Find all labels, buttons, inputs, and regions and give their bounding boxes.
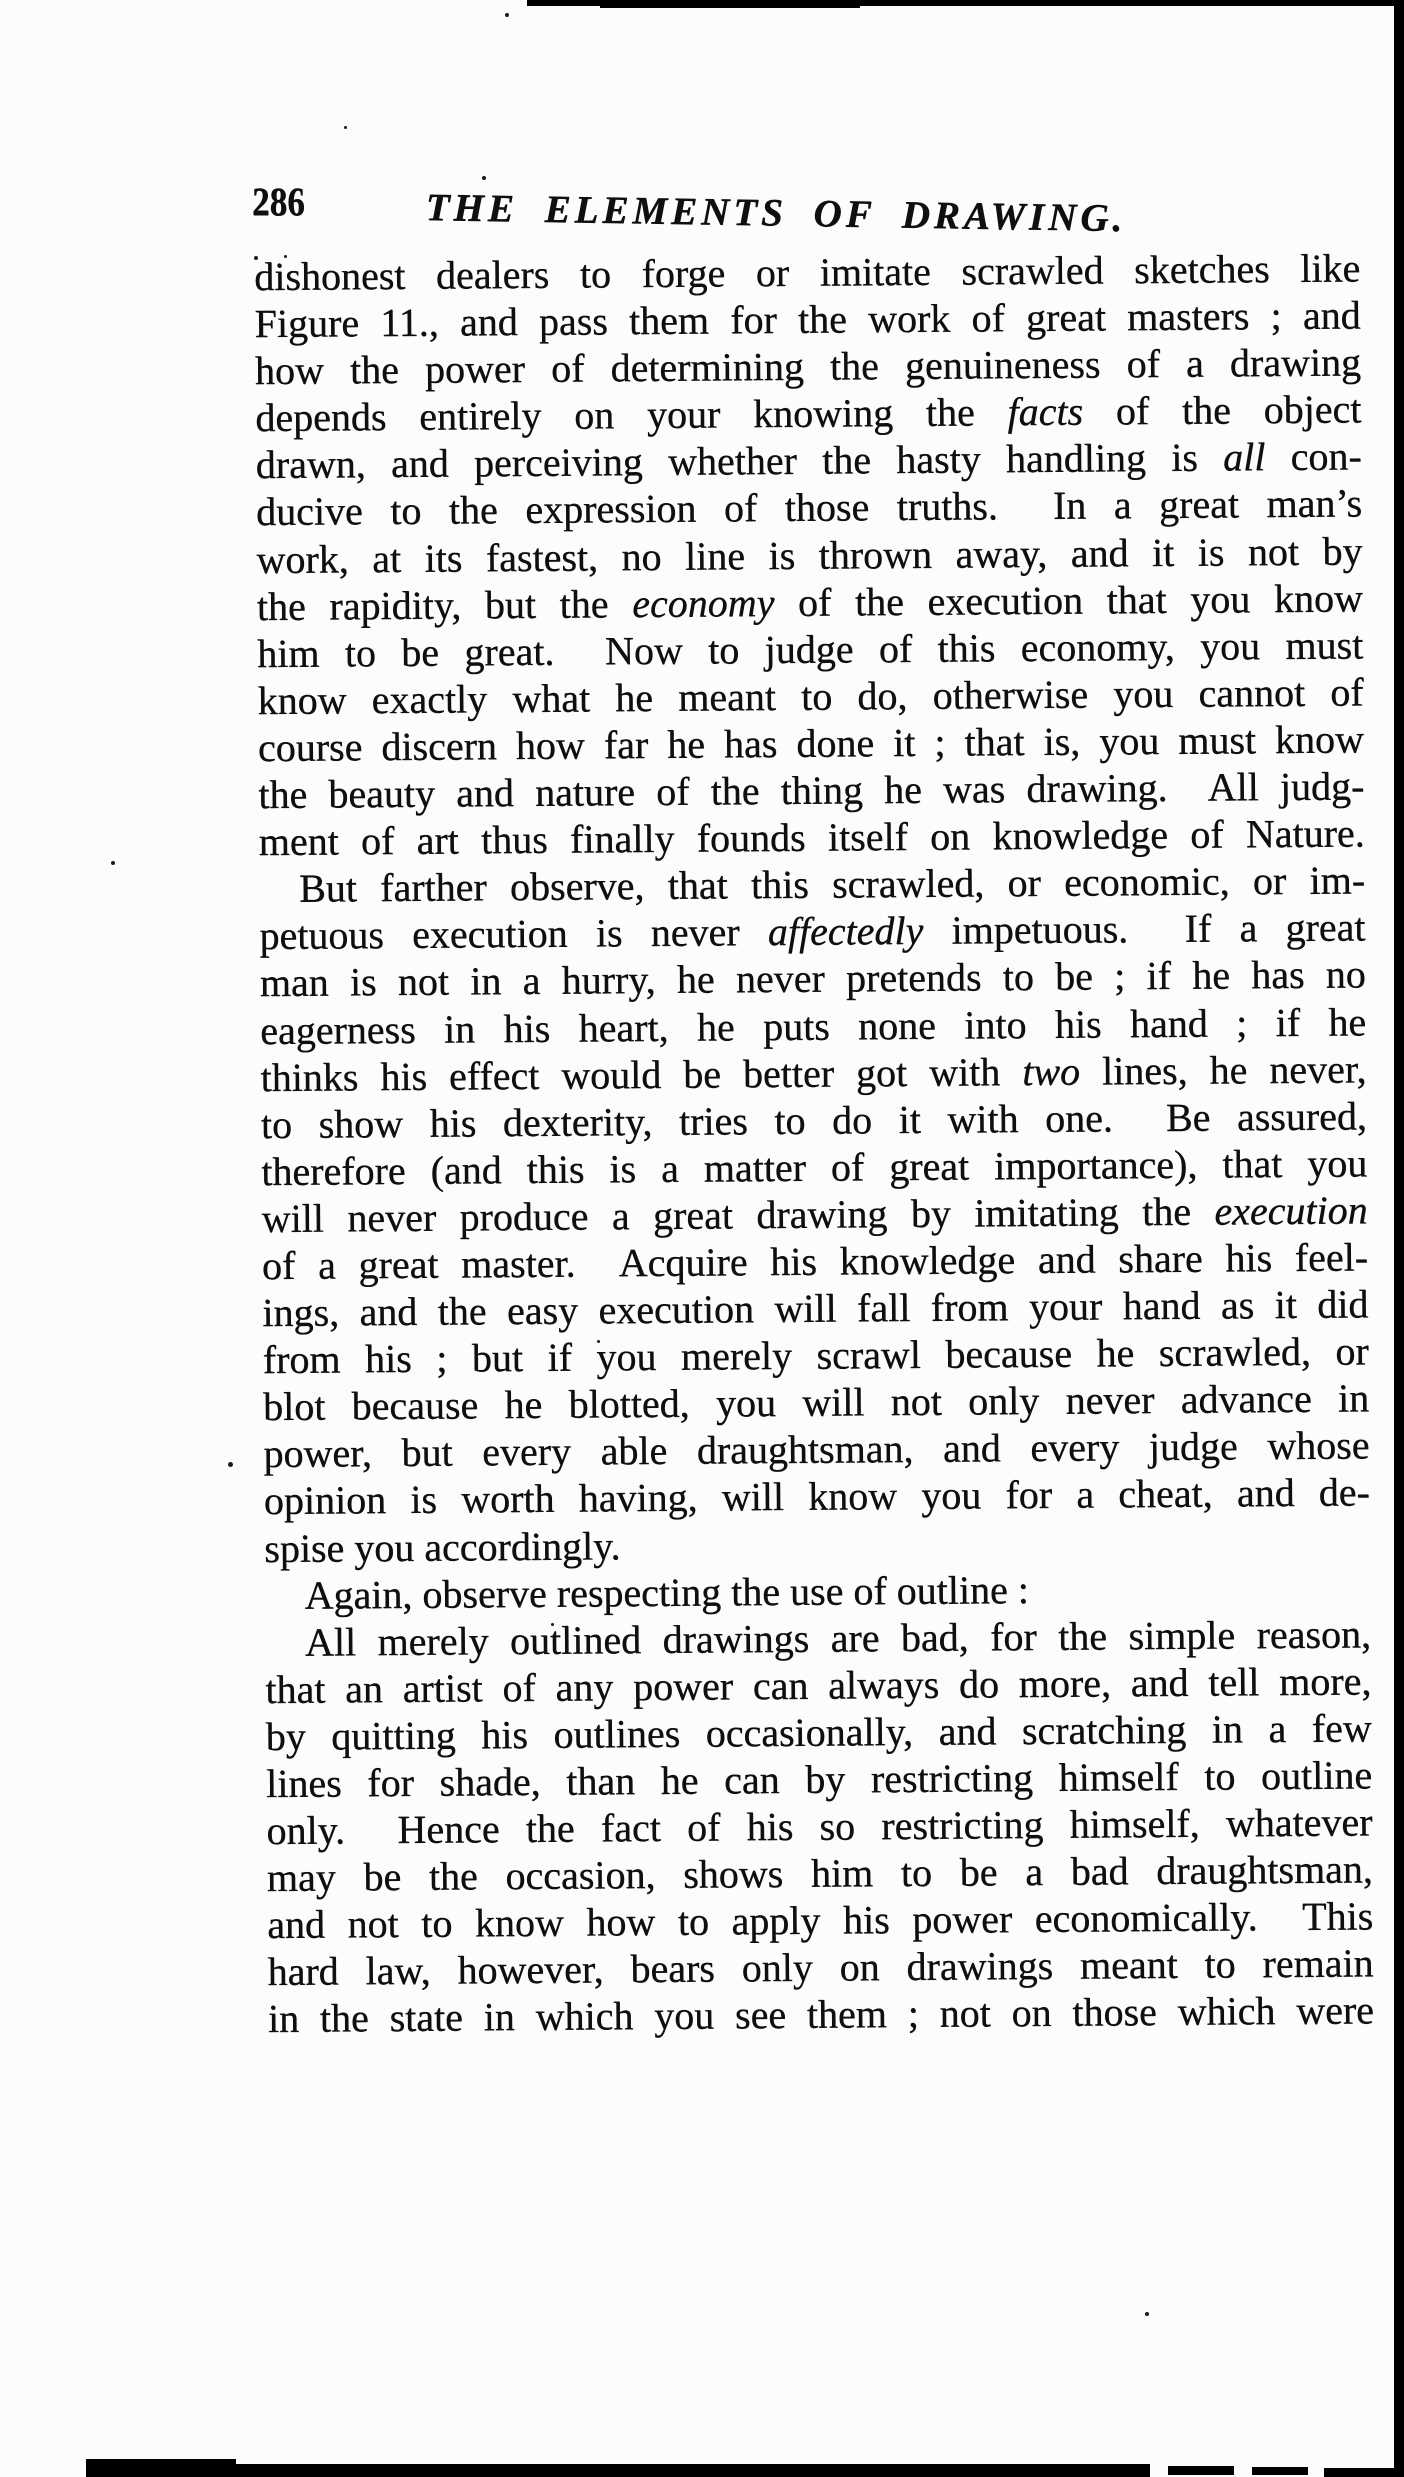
scan-edge-bottom xyxy=(86,2464,1150,2477)
text-line: man is not in a hurry, he never pretends to be ; if he has no xyxy=(259,951,1366,1006)
text-line: may be the occasion, shows him to be a bad draughtsman, xyxy=(266,1846,1373,1901)
text-line: and not to know how to apply his power economically. This xyxy=(266,1893,1374,1948)
scan-speck xyxy=(482,176,486,180)
text-line: eagerness in his heart, he puts none into his hand ; if he xyxy=(259,998,1367,1053)
text-line: lines for shade, than he can by restricting himself to outline xyxy=(265,1752,1373,1806)
text-line: the beauty and nature of the thing he was drawing. All judg- xyxy=(258,763,1365,818)
text-line: him to be great. Now to judge of this economy, you must xyxy=(256,622,1364,676)
text-line: thinks his effect would be better got with two lines, he never, xyxy=(260,1045,1367,1100)
text-line: to show his dexterity, tries to do it with one. Be assured, xyxy=(260,1092,1367,1147)
scan-edge-right xyxy=(1394,0,1404,2477)
scan-speck xyxy=(228,1462,233,1467)
text-line: ings, and the easy execution will fall from your hand as it did xyxy=(262,1281,1369,1336)
text-line: spise you accordingly. xyxy=(263,1522,621,1571)
scan-speck xyxy=(111,861,115,865)
text-line: But farther observe, that this scrawled, or economic, or im- xyxy=(298,857,1366,911)
text-line: only. Hence the fact of his so restricting himself, whatever xyxy=(266,1799,1373,1854)
text-line: opinion is worth having, will know you for a cheat, and de- xyxy=(263,1469,1370,1524)
text-line: of a great master. Acquire his knowledge and share his feel- xyxy=(261,1234,1369,1288)
page-number: 286 xyxy=(252,179,305,224)
scan-speck xyxy=(344,126,347,129)
text-line: in the state in which you see them ; not on those which were xyxy=(267,1987,1375,2042)
text-line: power, but every able draughtsman, and every judge whose xyxy=(263,1422,1370,1477)
scan-edge-top-blur xyxy=(600,6,860,8)
text-line: Figure 11., and pass them for the work of great masters ; and xyxy=(254,292,1361,347)
scan-edge-bottom-dash xyxy=(1252,2467,1308,2475)
text-line: ment of art thus finally founds itself on knowledge of Nature. xyxy=(258,810,1365,865)
text-line: drawn, and perceiving whether the hasty handling is all con- xyxy=(255,433,1362,488)
scan-speck xyxy=(505,13,509,17)
text-line: by quitting his outlines occasionally, and scratching in a few xyxy=(265,1705,1372,1759)
text-line: work, at its fastest, no line is thrown away, and it is not by xyxy=(256,527,1363,582)
text-line: know exactly what he meant to do, otherwise you cannot of xyxy=(257,669,1364,723)
text-line: blot because he blotted, you will not only never advance in xyxy=(262,1375,1370,1430)
text-line: ducive to the expression of those truths. In a great man’s xyxy=(255,480,1363,535)
text-line: therefore (and this is a matter of great importance), that you xyxy=(261,1140,1368,1194)
text-line: Again, observe respecting the use of outline : xyxy=(304,1566,1029,1618)
scan-edge-bottom-blob xyxy=(86,2459,236,2467)
text-line: that an artist of any power can always do more, and tell more, xyxy=(265,1658,1372,1712)
running-title: THE ELEMENTS OF DRAWING. xyxy=(425,185,1127,240)
text-line: depends entirely on your knowing the facts of the object xyxy=(255,386,1362,441)
scan-edge-bottom-dash xyxy=(1168,2466,1234,2475)
text-line: will never produce a great drawing by imitating the execution xyxy=(261,1187,1368,1241)
text-line: how the power of determining the genuineness of a drawing xyxy=(254,339,1362,394)
text-line: hard law, however, bears only on drawings meant to remain xyxy=(267,1940,1374,1995)
text-line: from his ; but if you merely scrawl because he scrawled, or xyxy=(262,1328,1369,1383)
body-text xyxy=(254,244,1374,2042)
text-line: course discern how far he has done it ; that is, you must know xyxy=(257,716,1365,770)
scan-edge-bottom-dash xyxy=(1324,2468,1404,2477)
text-line: All merely outlined drawings are bad, for the simple reason, xyxy=(304,1610,1372,1665)
text-line: petuous execution is never affectedly impetuous. If a great xyxy=(259,904,1366,959)
scan-speck xyxy=(1145,2312,1149,2316)
text-line: dishonest dealers to forge or imitate scrawled sketches like xyxy=(254,245,1361,299)
text-line: the rapidity, but the economy of the execution that you know xyxy=(256,574,1363,629)
